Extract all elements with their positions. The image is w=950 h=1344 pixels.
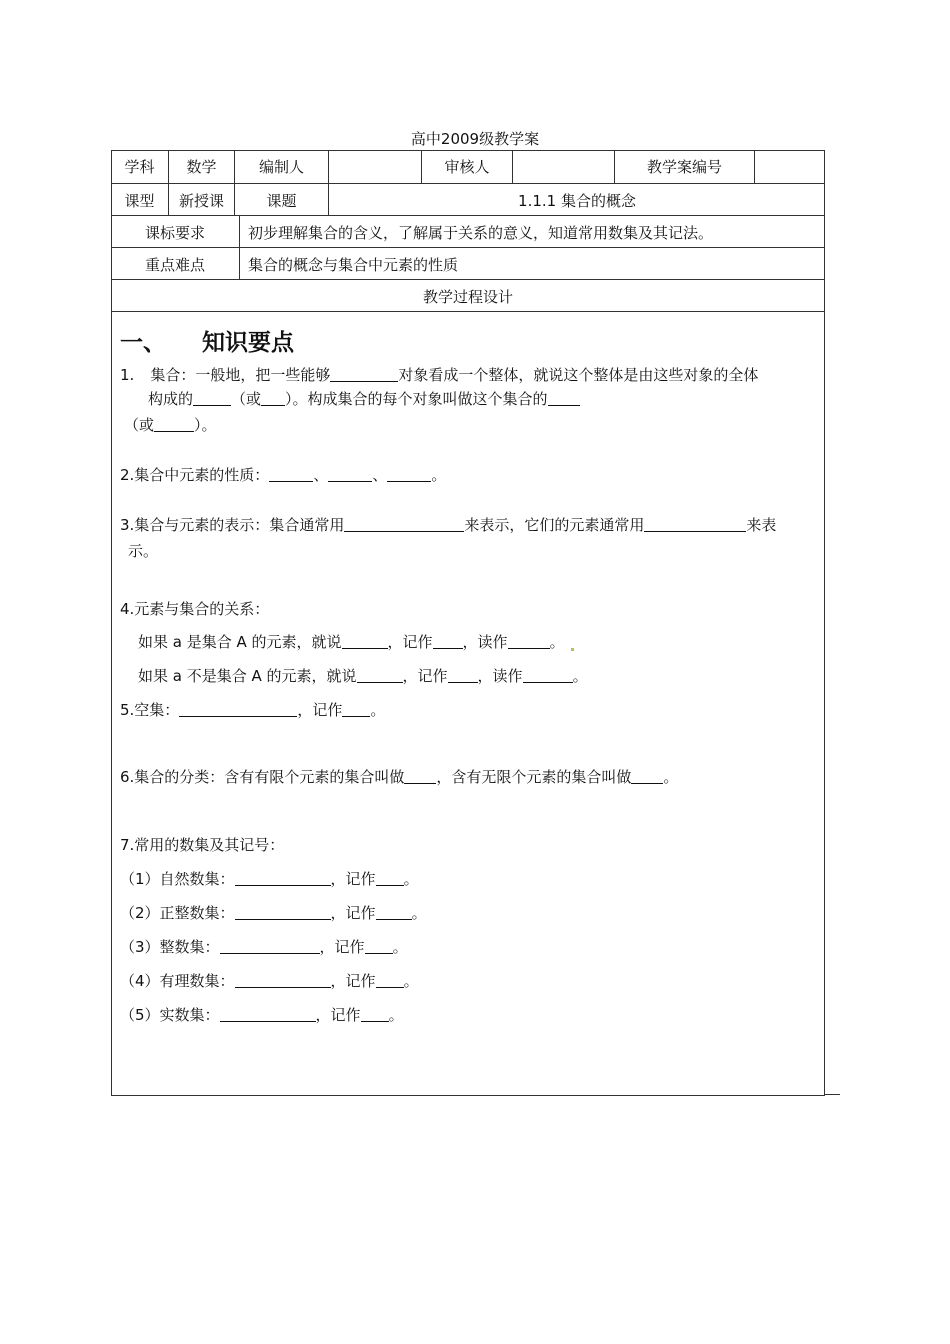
blank-field[interactable] <box>376 973 404 988</box>
section-title: 知识要点 <box>202 330 294 356</box>
blank-field[interactable] <box>235 871 331 886</box>
item-1-line-2 <box>148 388 580 409</box>
blank-field[interactable] <box>365 939 393 954</box>
number-set-text: ，记作 <box>330 904 376 922</box>
blank-field[interactable] <box>357 668 403 683</box>
number-set-label: （1）自然数集： <box>120 870 235 888</box>
subject-label: 学科 <box>124 158 155 176</box>
period: 。 <box>572 667 588 685</box>
item-3-text: 来表示，它们的元素通常用 <box>464 516 645 534</box>
period: 。 <box>549 633 565 651</box>
item-4-title: 4.元素与集合的关系： <box>120 600 270 618</box>
blank-field[interactable] <box>344 517 464 532</box>
revision-mark <box>571 648 574 651</box>
requirements-text: 初步理解集合的含义，了解属于关系的意义，知道常用数集及其记法。 <box>239 216 825 248</box>
blank-field[interactable] <box>328 467 372 482</box>
blank-field[interactable] <box>330 367 398 382</box>
blank-field[interactable] <box>548 391 580 406</box>
blank-field[interactable] <box>220 1007 316 1022</box>
item-1-line-3 <box>124 414 217 435</box>
blank-field[interactable] <box>154 417 194 432</box>
number-set-text: ，记作 <box>319 938 365 956</box>
number-set-natural <box>120 868 419 889</box>
reviewer-value[interactable] <box>512 150 614 183</box>
number-set-real <box>120 1004 404 1025</box>
item-4-text: ，读作 <box>477 667 523 685</box>
editor-value[interactable] <box>328 150 421 183</box>
key-points-text: 集合的概念与集合中元素的性质 <box>239 248 825 280</box>
blank-field[interactable] <box>631 769 663 784</box>
topic-value: 1.1.1 集合的概念 <box>328 184 825 216</box>
item-6-text: 6.集合的分类：含有有限个元素的集合叫做 <box>120 768 405 786</box>
item-4-text: 如果 a 是集合 A 的元素，就说 <box>138 633 342 651</box>
item-1-text: （或 <box>231 390 262 408</box>
separator: 、 <box>313 466 329 484</box>
blank-field[interactable] <box>508 634 550 649</box>
blank-field[interactable] <box>644 517 746 532</box>
section-heading <box>120 324 294 357</box>
blank-field[interactable] <box>361 1007 389 1022</box>
period: 。 <box>431 466 447 484</box>
period: 。 <box>403 870 419 888</box>
blank-field[interactable] <box>193 391 231 406</box>
blank-field[interactable] <box>235 973 331 988</box>
process-title: 教学过程设计 <box>422 287 513 306</box>
period: 。 <box>392 938 408 956</box>
separator: 、 <box>372 466 388 484</box>
number-set-positive-integer <box>120 902 427 923</box>
number-set-text: ，记作 <box>330 870 376 888</box>
document-title: 高中2009级教学案 <box>410 130 540 148</box>
section-number: 一、 <box>120 330 166 356</box>
blank-field[interactable] <box>220 939 320 954</box>
item-6-text: ，含有无限个元素的集合叫做 <box>436 768 632 786</box>
lesson-type-label: 课型 <box>124 191 155 210</box>
item-4-text: ，记作 <box>387 633 433 651</box>
editor-label: 编制人 <box>234 150 328 183</box>
item-4-line-1 <box>138 631 574 652</box>
item-1-number: 1. <box>120 366 135 384</box>
number-set-label: （5）实数集： <box>120 1006 220 1024</box>
item-5-text: ，记作 <box>297 701 343 719</box>
period: 。 <box>663 768 679 786</box>
period: 。 <box>403 972 419 990</box>
blank-field[interactable] <box>433 634 463 649</box>
plan-number-value[interactable] <box>754 150 825 183</box>
key-points-label: 重点难点 <box>144 255 205 274</box>
blank-field[interactable] <box>523 668 573 683</box>
blank-field[interactable] <box>448 668 478 683</box>
topic-label: 课题 <box>234 184 328 216</box>
requirements-label: 课标要求 <box>144 223 205 242</box>
item-6 <box>120 766 678 787</box>
item-1-text: 对象看成一个整体，就说这个整体是由这些对象的全体 <box>398 366 759 384</box>
item-4-text: 如果 a 不是集合 A 的元素，就说 <box>138 667 357 685</box>
number-set-rational <box>120 970 419 991</box>
item-3-line-2: 示。 <box>128 542 159 560</box>
header-row-2 <box>111 183 825 216</box>
plan-number-label: 教学案编号 <box>614 150 754 183</box>
process-divider <box>111 311 825 312</box>
item-4-text: ，读作 <box>462 633 508 651</box>
item-4-line-2 <box>138 665 588 686</box>
number-set-label: （2）正整数集： <box>120 904 235 922</box>
item-7-title: 7.常用的数集及其记号： <box>120 836 285 854</box>
number-set-label: （3）整数集： <box>120 938 220 956</box>
lesson-type-value: 新授课 <box>168 184 234 216</box>
period: 。 <box>388 1006 404 1024</box>
blank-field[interactable] <box>261 391 285 406</box>
table-tail-line <box>824 1094 840 1095</box>
blank-field[interactable] <box>404 769 436 784</box>
number-set-text: ，记作 <box>315 1006 361 1024</box>
blank-field[interactable] <box>179 702 297 717</box>
item-1-line-1 <box>120 364 758 385</box>
blank-field[interactable] <box>342 634 388 649</box>
blank-field[interactable] <box>269 467 313 482</box>
blank-field[interactable] <box>387 467 431 482</box>
item-4-text: ，记作 <box>402 667 448 685</box>
requirements-row <box>111 215 825 248</box>
item-1-text: 集合：一般地，把一些能够 <box>150 366 331 384</box>
reviewer-label: 审核人 <box>421 150 512 183</box>
blank-field[interactable] <box>376 905 412 920</box>
item-1-text: 构成的 <box>148 390 194 408</box>
process-title-row <box>111 279 825 312</box>
item-1-text: ）。 <box>194 416 217 434</box>
period: 。 <box>411 904 427 922</box>
item-2 <box>120 464 446 485</box>
item-2-text: 2.集合中元素的性质： <box>120 466 270 484</box>
item-5 <box>120 699 385 720</box>
blank-field[interactable] <box>376 871 404 886</box>
item-3-line-1 <box>120 514 776 535</box>
item-1-text: ）。构成集合的每个对象叫做这个集合的 <box>285 390 548 408</box>
item-3-text: 3.集合与元素的表示：集合通常用 <box>120 516 345 534</box>
period: 。 <box>370 701 386 719</box>
key-points-row <box>111 247 825 280</box>
number-set-integer <box>120 936 408 957</box>
header-row-1 <box>111 150 825 183</box>
number-set-text: ，记作 <box>330 972 376 990</box>
number-set-label: （4）有理数集： <box>120 972 235 990</box>
item-5-text: 5.空集： <box>120 701 180 719</box>
item-3-text: 来表 <box>746 516 777 534</box>
blank-field[interactable] <box>235 905 331 920</box>
blank-field[interactable] <box>342 702 370 717</box>
item-1-text: （或 <box>124 416 155 434</box>
subject-value: 数学 <box>168 150 234 183</box>
